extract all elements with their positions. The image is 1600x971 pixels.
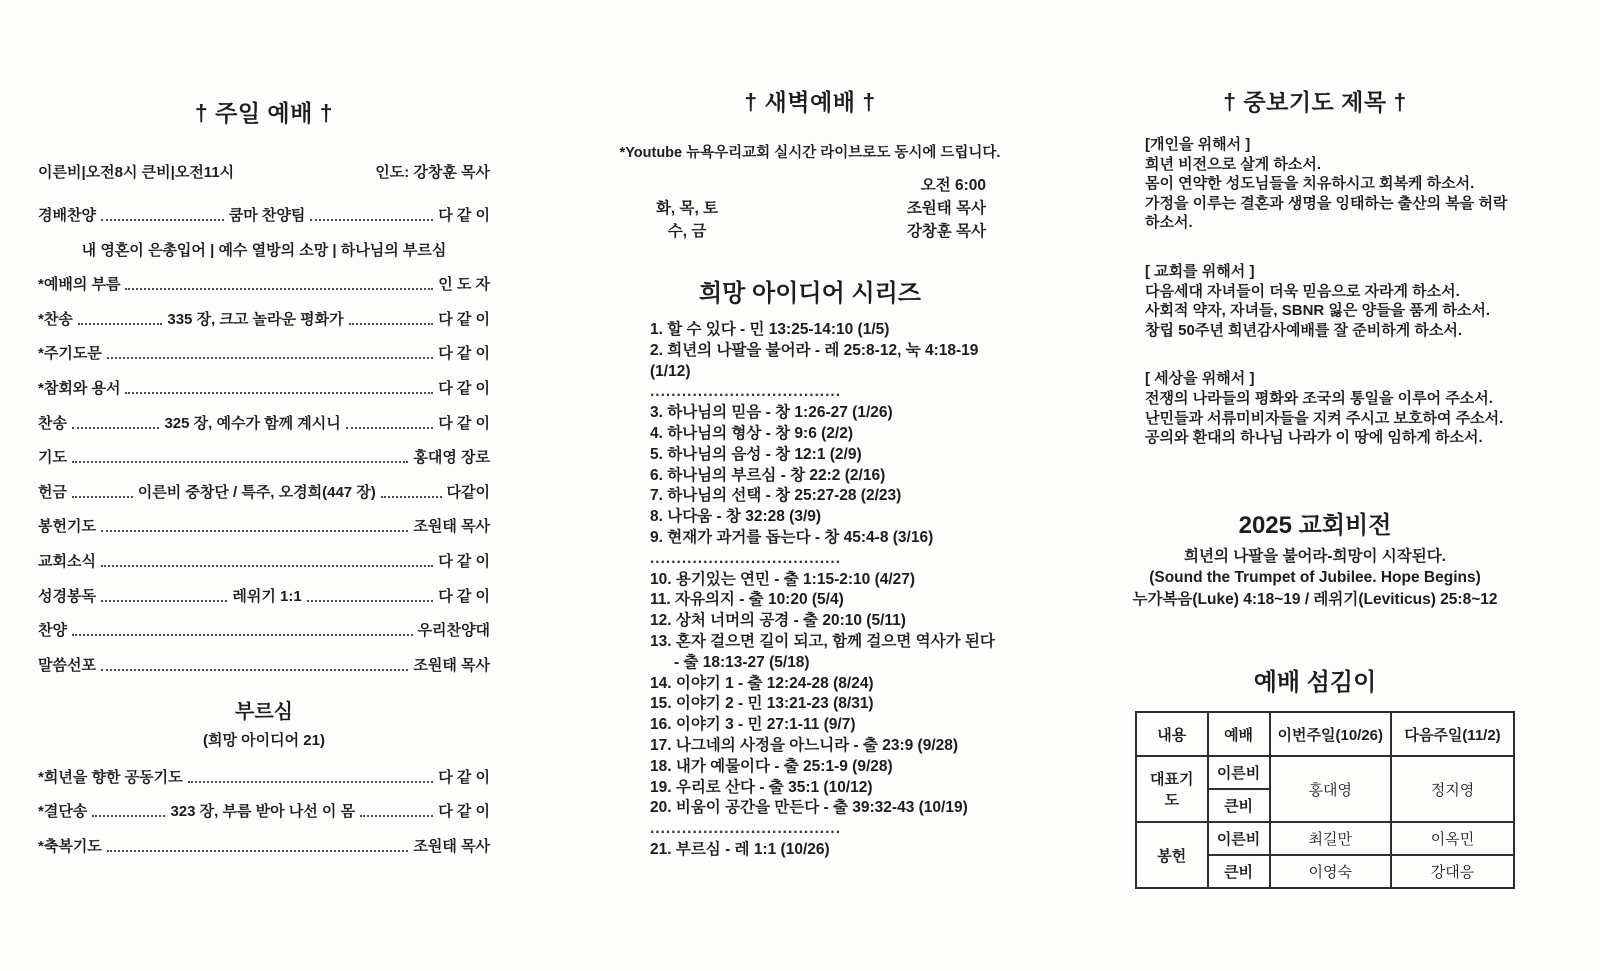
order-detail: 335 장, 크고 놀라운 평화가 [167, 310, 344, 328]
hope-idea-series-title: 희망 아이디어 시리즈 [699, 280, 921, 307]
cell-category: 봉헌 [1136, 822, 1208, 888]
dot-leader [360, 815, 433, 817]
header-this-week: 이번주일(10/26) [1270, 712, 1392, 756]
prayer-group-heading: [개인을 위해서 ] [1145, 136, 1251, 153]
order-row [38, 802, 490, 821]
prayer-group-world [1115, 369, 1515, 447]
prayer-group-heading: [ 세상을 위해서 ] [1145, 370, 1255, 388]
series-item: 7. 하나님의 선택 - 창 25:27-28 (2/23) [650, 487, 902, 505]
cell-service: 이른비 [1208, 822, 1270, 855]
sunday-worship-title: † 주일 예배 † [194, 100, 334, 126]
cell-name: 홍대영 [1270, 756, 1392, 822]
dawn-schedule-row [598, 220, 1022, 243]
dot-leader [125, 288, 433, 290]
order-assignee: 다 같 이 [438, 310, 491, 328]
dot-leader [310, 219, 433, 221]
sunday-worship-section [38, 95, 490, 872]
cell-service: 큰비 [1208, 855, 1270, 888]
vision-scripture: 누가복음(Luke) 4:18~19 / 레위기(Leviticus) 25:8~12 [1132, 590, 1498, 608]
prayer-group-church [1115, 262, 1515, 340]
order-row [38, 448, 490, 467]
order-of-service [38, 206, 490, 675]
order-label: *찬송 [38, 310, 73, 328]
order-detail: 쿰마 찬양팀 [228, 207, 306, 224]
prayer-line: 사회적 약자, 자녀들, SBNR 잃은 양들을 품게 하소서. [1145, 302, 1490, 320]
order-label: 기도 [38, 449, 67, 467]
prayer-line: 전쟁의 나라들의 평화와 조국의 통일을 이루어 주소서. [1145, 389, 1493, 407]
youtube-live-note: *Youtube 뉴욕우리교회 실시간 라이브로도 동시에 드립니다. [619, 145, 1001, 161]
worship-servers-title: 예배 섬김이 [1253, 669, 1377, 697]
order-label: 말씀선포 [38, 656, 96, 674]
prayer-group-heading: [ 교회를 위해서 ] [1145, 262, 1255, 280]
series-item: 13. 혼자 걸으면 길이 되고, 함께 걸으면 역사가 된다 [650, 632, 995, 650]
series-item: 20. 비움이 공간을 만든다 - 출 39:32-43 (10/19) [650, 799, 968, 817]
order-label: *축복기도 [38, 837, 102, 855]
order-label: *참회와 용서 [38, 379, 121, 397]
dot-leader [188, 781, 434, 783]
series-item: 1. 할 수 있다 - 민 13:25-14:10 (1/5) [650, 321, 890, 338]
order-row [38, 837, 490, 856]
order-assignee: 조원태 목사 [413, 837, 490, 855]
dot-leader [307, 600, 433, 602]
service-leader: 인도: 강창훈 목사 [375, 164, 490, 181]
series-item: 6. 하나님의 부르심 - 창 22:2 (2/16) [650, 466, 886, 484]
church-vision [1115, 505, 1515, 611]
cell-name: 이영숙 [1270, 855, 1392, 888]
dawn-worship-section [598, 84, 1022, 861]
dot-leader [101, 565, 433, 567]
order-label: *결단송 [38, 803, 88, 821]
order-assignee: 다 같 이 [438, 587, 491, 605]
dot-leader [72, 634, 413, 636]
order-label: 경배찬양 [38, 207, 96, 224]
cell-name: 강대응 [1391, 855, 1514, 888]
series-item: 8. 나다움 - 창 32:28 (3/9) [650, 508, 822, 526]
order-assignee: 다 같 이 [438, 207, 490, 224]
dot-leader [101, 669, 408, 671]
order-row [38, 275, 490, 294]
calling-subtitle: (희망 아이디어 21) [203, 731, 325, 749]
order-row [38, 621, 490, 640]
order-assignee: 조원태 목사 [413, 518, 490, 536]
prayer-line: 난민들과 서류미비자들을 지켜 주시고 보호하여 주소서. [1145, 409, 1504, 427]
order-detail: 325 장, 예수가 함께 계시니 [164, 414, 341, 432]
order-label: 찬송 [38, 414, 67, 432]
vision-title: 2025 교회비전 [1238, 511, 1392, 539]
dot-leader [346, 427, 433, 429]
dot-leader [101, 600, 227, 602]
series-item: 10. 용기있는 연민 - 출 1:15-2:10 (4/27) [650, 570, 916, 588]
series-item: 18. 내가 예물이다 - 출 25:1-9 (9/28) [650, 757, 893, 775]
cell-name: 최길만 [1270, 822, 1392, 855]
service-times: 이른비|오전8시 큰비|오전11시 [38, 164, 235, 181]
prayer-line: 다음세대 자녀들이 더욱 믿음으로 자라게 하소서. [1145, 282, 1460, 300]
dawn-worship-title: † 새벽예배 † [744, 89, 876, 115]
order-detail: 323 장, 부름 받아 나선 이 몸 [170, 803, 356, 821]
order-row [38, 656, 490, 675]
header-next-week: 다음주일(11/2) [1391, 712, 1514, 756]
dot-leader [349, 323, 434, 325]
order-assignee: 다 같 이 [438, 379, 490, 397]
order-assignee: 다같이 [446, 483, 491, 501]
order-row [38, 552, 490, 571]
order-row [38, 483, 490, 502]
order-assignee: 다 같 이 [438, 768, 490, 786]
dawn-schedule [598, 174, 1022, 243]
series-item: 5. 하나님의 음성 - 창 12:1 (2/9) [650, 445, 862, 463]
order-label: 찬양 [38, 622, 67, 640]
order-label: 헌금 [38, 483, 67, 501]
order-row [38, 587, 490, 606]
order-row [38, 517, 490, 536]
prayer-group-personal [1115, 135, 1515, 233]
order-assignee: 우리찬양대 [417, 622, 490, 640]
header-service: 예배 [1208, 712, 1270, 756]
order-row [38, 379, 490, 398]
prayer-line: 가정을 이루는 결혼과 생명을 잉태하는 출산의 복을 허락하소서. [1145, 194, 1508, 232]
series-item: 12. 상처 너머의 공경 - 출 20:10 (5/11) [650, 612, 906, 630]
praise-songs-line: 내 영혼이 은총입어 | 예수 열방의 소망 | 하나님의 부르심 [81, 241, 447, 259]
dawn-pastor: 강창훈 목사 [906, 223, 986, 240]
dawn-time: 오전 6:00 [920, 177, 986, 194]
series-separator: .................................... [650, 383, 842, 401]
series-item: 3. 하나님의 믿음 - 창 1:26-27 (1/26) [650, 404, 893, 422]
order-label: *주기도문 [38, 345, 102, 363]
dot-leader [72, 461, 408, 463]
order-row [38, 344, 490, 363]
calling-order [38, 768, 490, 856]
dot-leader [78, 323, 163, 325]
order-row [38, 414, 490, 433]
order-assignee: 조원태 목사 [413, 656, 490, 674]
dot-leader [101, 219, 224, 221]
series-item: 21. 부르심 - 레 1:1 (10/26) [650, 840, 830, 858]
series-item: 4. 하나님의 형상 - 창 9:6 (2/2) [650, 424, 854, 442]
dot-leader [381, 496, 442, 498]
dawn-days: 화, 목, 토 [655, 200, 719, 217]
table-header-row [1136, 712, 1514, 756]
dawn-schedule-row [598, 197, 1022, 220]
series-item: 17. 나그네의 사정을 아느니라 - 출 23:9 (9/28) [650, 736, 959, 754]
cell-category: 대표기도 [1136, 756, 1208, 822]
prayer-line: 창립 50주년 희년감사예배를 잘 준비하게 하소서. [1145, 321, 1463, 339]
order-label: 교회소식 [38, 552, 96, 570]
order-assignee: 다 같 이 [438, 414, 491, 432]
dot-leader [72, 496, 133, 498]
scripture-reference: 레위기 1:1 [232, 587, 302, 605]
dawn-time-row [598, 174, 1022, 197]
intercessory-prayer-section [1115, 84, 1515, 889]
order-detail: 이른비 중창단 / 특주, 오경희(447 장) [137, 483, 376, 501]
prayer-title: † 중보기도 제목 † [1223, 89, 1407, 115]
series-item: 16. 이야기 3 - 민 27:1-11 (9/7) [650, 716, 856, 734]
dot-leader [107, 850, 409, 852]
table-row [1136, 756, 1514, 789]
prayer-line: 희년 비전으로 살게 하소서. [1145, 155, 1322, 173]
worship-servers-table [1135, 711, 1515, 889]
order-label: 봉헌기도 [38, 518, 96, 536]
series-item: 14. 이야기 1 - 출 12:24-28 (8/24) [650, 674, 874, 692]
series-separator: .................................... [650, 820, 842, 838]
cell-service: 이른비 [1208, 756, 1270, 789]
dot-leader [107, 357, 433, 359]
dot-leader [125, 392, 433, 394]
order-assignee: 다 같 이 [438, 345, 490, 363]
vision-slogan-ko: 희년의 나팔을 불어라-희망이 시작된다. [1184, 547, 1446, 565]
prayer-line: 몸이 연약한 성도님들을 치유하시고 회복케 하소서. [1145, 175, 1475, 193]
vision-slogan-en: (Sound the Trumpet of Jubilee. Hope Begins) [1149, 569, 1481, 587]
dawn-pastor: 조원태 목사 [906, 200, 986, 217]
order-assignee: 인 도 자 [438, 276, 490, 294]
cell-name: 이옥민 [1391, 822, 1514, 855]
order-label: *예배의 부름 [38, 276, 121, 294]
order-label: *희년을 향한 공동기도 [38, 768, 183, 786]
order-row [38, 310, 490, 329]
sunday-worship-info [38, 161, 490, 182]
series-separator: .................................... [650, 549, 842, 567]
series-item-continuation: - 출 18:13-27 (5/18) [674, 653, 810, 671]
prayer-line: 공의와 환대의 하나님 나라가 이 땅에 임하게 하소서. [1145, 429, 1483, 447]
series-item: 2. 희년의 나팔을 불어라 - 레 25:8-12, 눅 4:18-19 (1/12) [650, 341, 979, 380]
dawn-days: 수, 금 [667, 223, 707, 240]
order-row [38, 768, 490, 787]
order-assignee: 홍대영 장로 [413, 449, 490, 467]
calling-title: 부르심 [235, 700, 293, 723]
order-assignee: 다 같 이 [438, 803, 490, 821]
hope-idea-series-list [598, 320, 1022, 861]
dot-leader [101, 530, 408, 532]
order-row [38, 206, 490, 225]
cell-service: 큰비 [1208, 789, 1270, 822]
series-item: 11. 자유의지 - 출 10:20 (5/4) [650, 591, 844, 609]
table-row [1136, 822, 1514, 855]
dot-leader [92, 815, 165, 817]
cell-name: 정지영 [1391, 756, 1514, 822]
series-item: 15. 이야기 2 - 민 13:21-23 (8/31) [650, 695, 874, 713]
series-item: 9. 현재가 과거를 돕는다 - 창 45:4-8 (3/16) [650, 528, 934, 546]
order-label: 성경봉독 [38, 587, 96, 605]
series-item: 19. 우리로 산다 - 출 35:1 (10/12) [650, 778, 873, 796]
dot-leader [72, 427, 159, 429]
order-assignee: 다 같 이 [438, 552, 490, 570]
header-category: 내용 [1136, 712, 1208, 756]
